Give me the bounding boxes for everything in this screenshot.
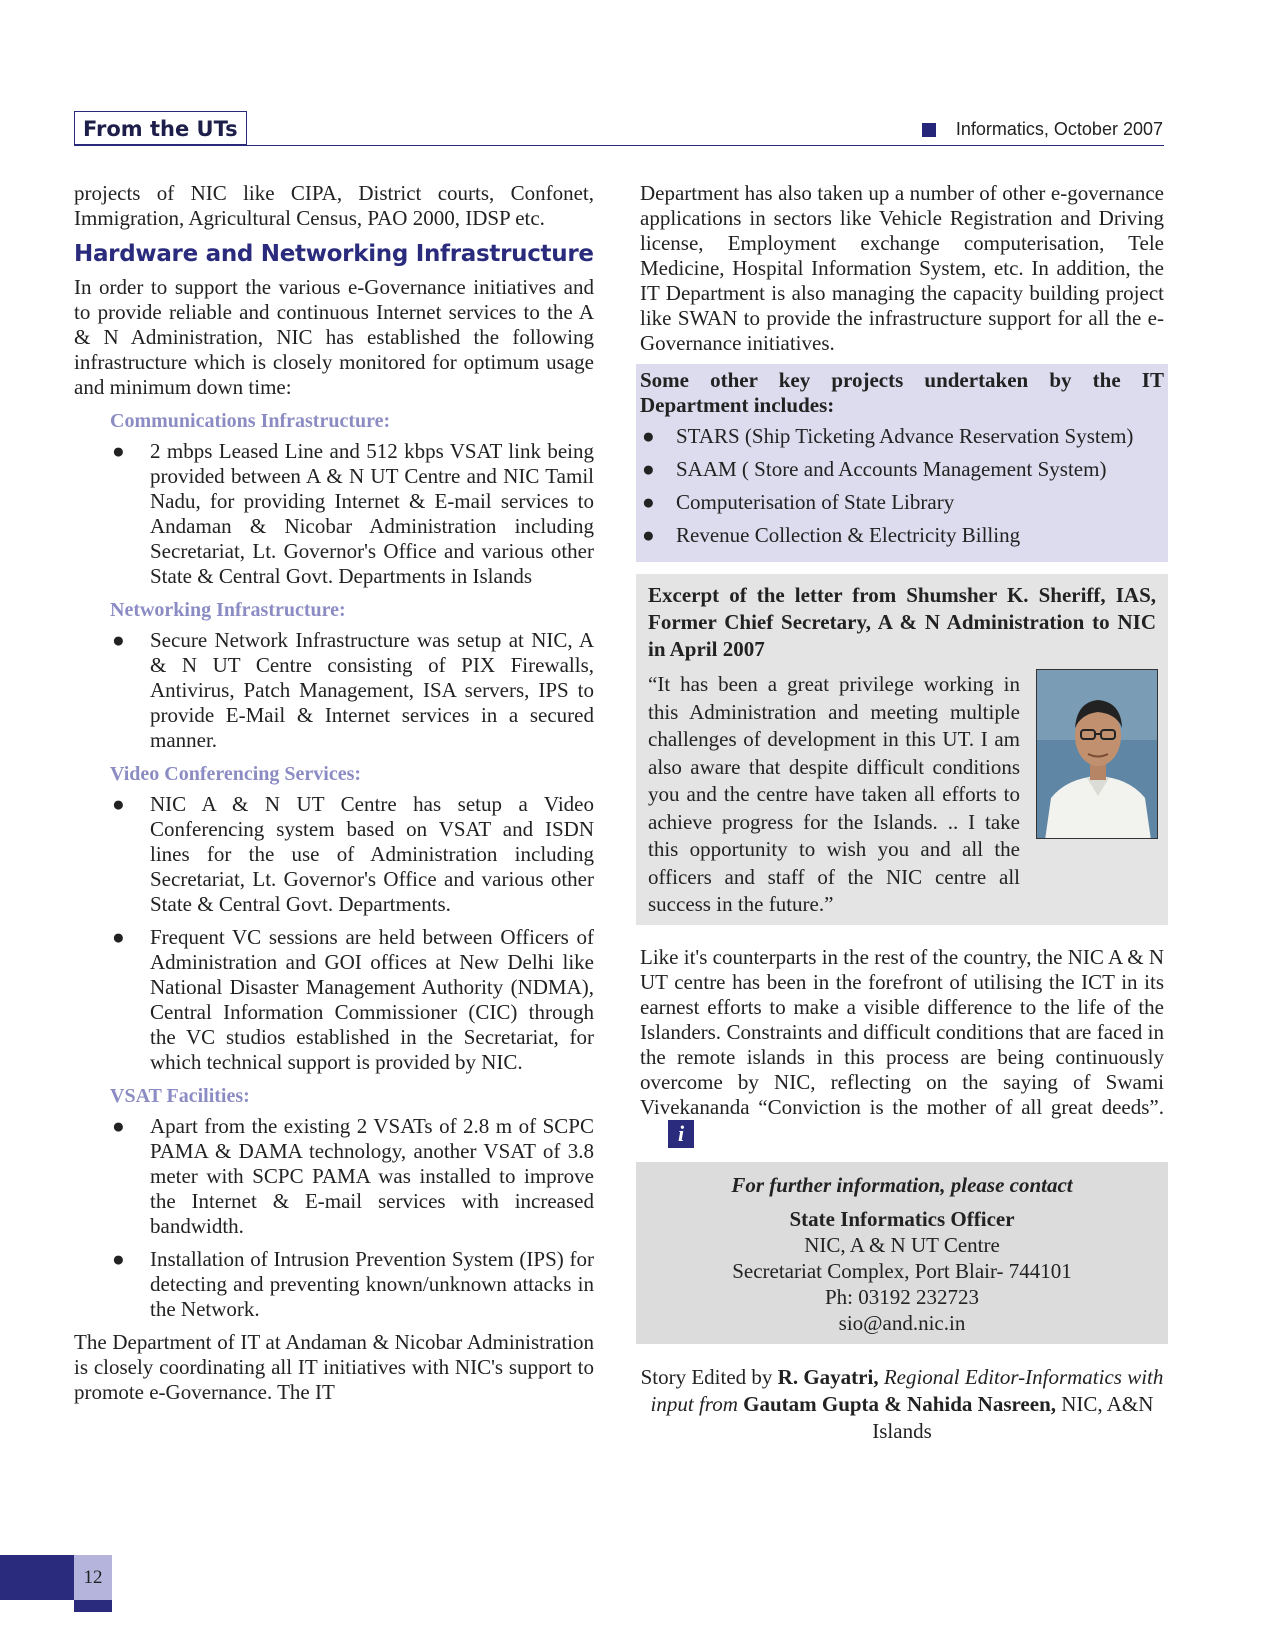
communications-list (74, 439, 594, 589)
portrait-photo (1036, 669, 1158, 839)
footer-stripe (74, 1600, 112, 1612)
list-item: ● Installation of Intrusion Prevention System (IPS) for detecting and preventing known/unknown attacks in the Network. (112, 1247, 594, 1321)
infrastructure-paragraph: In order to support the various e-Governance initiatives and to provide reliable and continuous Internet services to the A & N Administration, NIC has established the following infrastructure which is closely monitored for optimum usage and minimum down time: (74, 275, 594, 399)
page-number: 12 (74, 1555, 112, 1600)
bullet-icon: ● (112, 1247, 125, 1271)
networking-list (74, 628, 594, 753)
bullet-icon: ● (642, 424, 655, 448)
subheading-vsat: VSAT Facilities: (110, 1085, 250, 1107)
editor-name: R. Gayatri, (777, 1364, 879, 1389)
excerpt-title: Excerpt of the letter from Shumsher K. Sheriff, IAS, Former Chief Secretary, A & N Administration to NIC in April 2007 (648, 583, 1156, 661)
contact-phone: Ph: 03192 232723 (824, 1284, 979, 1309)
publication-title: Informatics, October 2007 (955, 119, 1163, 139)
bullet-icon: ● (112, 1114, 125, 1138)
subheading-communications: Communications Infrastructure: (110, 410, 391, 432)
list-item: ● Frequent VC sessions are held between Officers of Administration and GOI offices at New Delhi like National Disaster Management Authority (NDMA), Central Information Commissioner (CIC) through the VC studios established in the Secretariat, for which technical support is provided by NIC. (112, 925, 594, 1074)
bullet-icon: ● (642, 457, 655, 481)
closing-paragraph: The Department of IT at Andaman & Nicobar Administration is closely coordinating all IT initiatives with NIC's support to promote e-Governance. The IT (74, 1330, 594, 1404)
subheading-video-conferencing: Video Conferencing Services: (110, 763, 362, 785)
key-projects-list (640, 424, 1164, 548)
egovernance-paragraph: Department has also taken up a number of other e-governance applications in sectors like Vehicle Registration and Driving license, Employment exchange computerisation, Tele Medicine, Hospital Information System, etc. In addition, the IT Department is also managing the capacity building project like SWAN to provide the infrastructure support for all the e-Governance initiatives. (640, 181, 1164, 355)
intro-paragraph: projects of NIC like CIPA, District courts, Confonet, Immigration, Agricultural Census, PAO 2000, IDSP etc. (74, 181, 594, 230)
conclusion-paragraph: Like it's counterparts in the rest of the country, the NIC A & N UT centre has been in the forefront of utilising the ICT in its earnest efforts to make a visible difference to the life of the Islanders. Constraints and difficult conditions that are faced in the remote islands in this process are being continuously overcome by NIC, reflecting on the saying of Swami Vivekananda “Conviction is the mother of all great deeds”.i (640, 944, 1164, 1146)
letter-excerpt-box (636, 574, 1168, 925)
list-item: ● Apart from the existing 2 VSATs of 2.8 m of SCPC PAMA & DAMA technology, another VSAT of 3.8 meter with SCPC PAMA was installed to improve the Internet & E-mail services with increased bandwidth. (112, 1114, 594, 1238)
contact-centre: NIC, A & N UT Centre (804, 1232, 1000, 1257)
key-projects-title: Some other key projects undertaken by the IT Department includes: (640, 368, 1164, 417)
header-rule (74, 145, 1164, 146)
bullet-icon: ● (112, 439, 125, 463)
right-column (640, 181, 1164, 1445)
contact-box (636, 1162, 1168, 1344)
bullet-icon: ● (642, 490, 655, 514)
list-item: ● Revenue Collection & Electricity Billing (642, 523, 1021, 547)
contributor-names: Gautam Gupta & Nahida Nasreen, (743, 1391, 1056, 1416)
contact-officer: State Informatics Officer (789, 1206, 1015, 1231)
footer-color-block (0, 1555, 74, 1600)
vsat-list (74, 1114, 594, 1322)
list-item: ● 2 mbps Leased Line and 512 kbps VSAT link being provided between A & N UT Centre and NIC Tamil Nadu, for providing Internet & E-mail services to Andaman & Nicobar Administration including Secretariat, Lt. Governor's Office and various other State & Central Govt. Departments in Islands (112, 439, 594, 588)
contact-address: Secretariat Complex, Port Blair- 744101 (732, 1258, 1072, 1283)
publication-header (922, 119, 1163, 140)
section-heading: Hardware and Networking Infrastructure (74, 241, 594, 267)
list-item: ● SAAM ( Store and Accounts Management System) (642, 457, 1107, 481)
info-icon: i (668, 1120, 694, 1148)
list-item: ● Secure Network Infrastructure was setup at NIC, A & N UT Centre consisting of PIX Firewalls, Antivirus, Patch Management, ISA servers, IPS to provide E-Mail & Internet services in a secured manner. (112, 628, 594, 752)
story-credits: Story Edited by R. Gayatri, Regional Editor-Informatics with input from Gautam Gupta & Nahida Nasreen, NIC, A&N Islands (640, 1364, 1164, 1443)
section-label: From the UTs (74, 111, 247, 145)
bullet-icon: ● (112, 925, 125, 949)
bullet-icon: ● (112, 628, 125, 652)
subheading-networking: Networking Infrastructure: (110, 599, 346, 621)
list-item: ● Computerisation of State Library (642, 490, 955, 514)
video-conferencing-list (74, 792, 594, 1075)
list-item: ● STARS (Ship Ticketing Advance Reservation System) (642, 424, 1134, 448)
portrait-image (1037, 670, 1158, 839)
left-column (74, 181, 594, 1405)
bullet-icon: ● (112, 792, 125, 816)
bullet-icon: ● (642, 523, 655, 547)
square-bullet-icon (922, 123, 936, 137)
contact-email: sio@and.nic.in (838, 1310, 966, 1335)
excerpt-quote: “It has been a great privilege working in this Administration and meeting multiple challenges of development in this UT. I am also aware that despite difficult conditions you and the centre have taken all efforts to achieve progress for the Islands. .. I take this opportunity to wish you and all the officers and staff of the NIC centre all success in the future.” (648, 672, 1020, 916)
list-item: ● NIC A & N UT Centre has setup a Video Conferencing system based on VSAT and ISDN lines for the use of Administration including Secretariat, Lt. Governor's Office and various other State & Central Govt. Departments. (112, 792, 594, 916)
contact-title: For further information, please contact (731, 1172, 1073, 1197)
key-projects-box (636, 364, 1168, 562)
